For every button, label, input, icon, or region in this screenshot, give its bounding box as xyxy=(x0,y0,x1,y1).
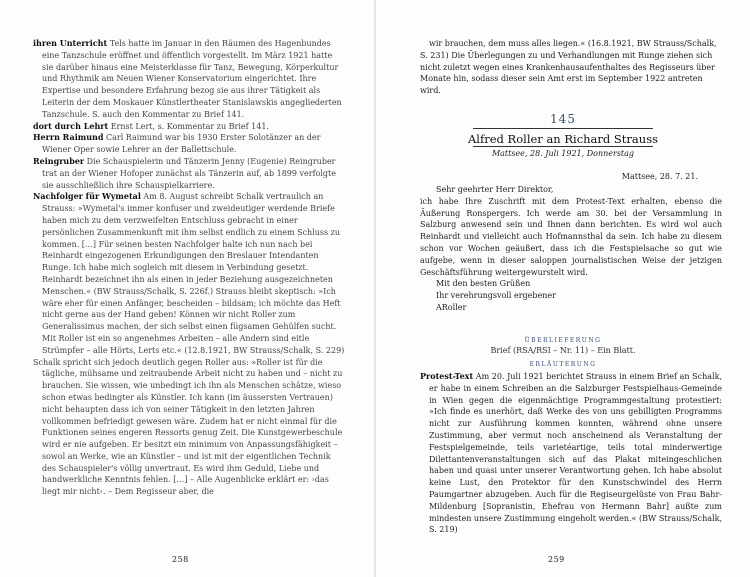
commentary-entry xyxy=(33,191,345,356)
lemma: Protest-Text xyxy=(420,371,474,381)
source-description: Brief (RSA/RSI – Nr. 11) – Ein Blatt. xyxy=(490,346,636,355)
commentary-entry xyxy=(33,121,345,133)
letter-date: Mattsee, 28. 7. 21. xyxy=(621,172,698,181)
entry-text: Ernst Lert, s. Kommentar zu Brief 141. xyxy=(110,121,269,131)
left-page xyxy=(0,0,374,577)
right-page xyxy=(376,0,750,577)
letter-subtitle: Mattsee, 28. Juli 1921, Donnerstag xyxy=(491,149,635,158)
entry-text: Tels hatte im Januar in den Räumen des Hagenbundes eine Tanzschule eröffnet und öffentlich vorgestellt. Im März 1921 hatte sie darüber hinaus eine Meisterklasse für Tanz, Bewegung, Körperkultur und Rhythmik am Neuen Wiener Konservatorium eingerichtet. Ihre Expertise und besondere Erfahrung bezog sie aus ihrer Tätigkeit als Leiterin der dem Moskauer Künstlertheater Stanislawskis angegliederten Tanzschule. S. auch den Kommentar zu Brief 141. xyxy=(42,39,342,119)
commentary-entry xyxy=(33,357,345,499)
closing-formula: Ihr verehrungsvoll ergebener xyxy=(436,291,556,301)
entry-text: Am 8. August schreibt Schalk vertraulich an Strauss: »Wymetal's immer konfuser und zweideutiger werdende Briefe haben mich zu dem verzweifelten Entschluss gebracht in einer persönlichen Zusammenkunft mit ihm selbst endlich zu einem Schluss zu kommen. […] Für seinen besten Nachfolger halte ich nun nach bei Reinhardt eingezogenen Erkundigungen den Breslauer Intendanten Runge. Ich habe mich sogleich mit diesem in Verbindung gesetzt. Reinhardt bezeichnet ihn als einen in jeder Beziehung ausgezeichneten Menschen.« (BW Strauss/Schalk, S. 226f.) Strauss bleibt skeptisch: »Ich wäre eher für einen Anfänger, bescheiden – bildsam; ich möchte das Heft nicht gerne aus der Hand geben! Können wir nicht Roller zum Generalissimus machen, der sich selbst einen fügsamen Gehülfen sucht. Mit Roller ist ein so angenehmes Arbeiten – alle Andern sind eitle Strümpfer – alle Hörts, Lerts etc.« (12.8.1921, BW Strauss/Schalk, S. 229) xyxy=(42,192,345,355)
entry-text: Schalk spricht sich jedoch deutlich gegen Roller aus: »Roller ist für die tägliche, mühsame und zeitraubende Arbeit nicht zu haben und – nicht zu brauchen. Sie wissen, wie unbedingt ich ihn als Menschen schätze, wieso schon etwas bedingter als Künstler. Ich kann (im äussersten Vertrauen) nicht behaupten dass ich von seiner Tätigkeit in den letzten Jahren vollkommen befriedigt gewesen wäre. Zudem hat er nicht einmal für die Funktionen seines engeren Ressorts genug Zeit. Die Kunstgewerbeschule wird er nie aufgeben. Er besitzt ein minimum von Anpassungsfähigkeit – sowol an Werke, wie an Künstler – und ist mit der eigentlichen Technik des Schauspieler's völlig unvertraut. Es wird ihm Geduld, Liebe und handwerkliche Kenntnis fehlen. […] – Alle Augenblicke erklärt er: ›das liegt mir nicht‹. – Dem Regisseur aber, die xyxy=(33,357,343,497)
entry-text: Die Schauspielerin und Tänzerin Jenny (Eugenie) Reingruber trat an der Wiener Hofoper zunächst als Tänzerin auf, ab 1899 verfolgte sie ausschließlich ihre Schauspielkarriere. xyxy=(42,156,336,190)
entry-text: Am 20. Juli 1921 berichtet Strauss in einem Brief an Schalk, er habe in einem Schreiben an die Salzburger Festspielhaus-Gemeinde in Wien gegen die eigenmächtige Programmgestaltung protestiert: »Ich finde es unerhört, daß Werke des von uns gebilligten Programms nicht zur Ausführung kommen konnten, während ohne unsere Zustimmung, aber vermut noch anscheinend als Veranstaltung der Festspielgemeinde, teils varietéartige, teils total minderwertige Dilettantenveranstaltungen sich auf das Plakat miteingeschlichen haben und quasi unter unserer Verantwortung gehen. Ich habe absolut keine Lust, den Protektor für den Kunstschwindel des Herrn Paumgartner abzugeben. Auch für die Regiseurgelüste von Frau Bahr-Mildenburg [Sopranistin, Ehefrau von Hermann Bahr] außte zum mindesten unsere Zustimmung eingeholt werden.« (BW Strauss/Schalk, S. 219) xyxy=(429,372,723,535)
commentary-entry xyxy=(420,371,722,536)
lemma: ihren Unterricht xyxy=(33,38,108,48)
page-number-left: 258 xyxy=(172,555,189,564)
salutation: Sehr geehrter Herr Direktor, xyxy=(436,185,554,194)
letter-title: Alfred Roller an Richard Strauss xyxy=(468,132,658,146)
commentary-entry xyxy=(33,132,345,156)
commentary-entry xyxy=(33,38,345,121)
entry-text: Carl Raimund war bis 1930 Erster Solotänzer an der Wiener Oper sowie Lehrer an der Ballettschule. xyxy=(42,133,321,155)
lemma: Reingruber xyxy=(33,155,85,166)
letter-number: 145 xyxy=(550,112,576,126)
lemma: Herrn Raimund xyxy=(33,132,104,143)
closing-greeting: Mit den besten Grüßen xyxy=(436,279,531,289)
title-rule-bottom xyxy=(473,146,653,147)
heading-erlaeuterung: ERLÄUTERUNG xyxy=(529,361,597,368)
commentary-block-left xyxy=(33,38,345,498)
letter-text xyxy=(420,184,722,314)
letter-body: ich habe Ihre Zuschrift mit dem Protest-Text erhalten, ebenso die Äußerung Ronspergers. Ich werde am 30. bei der Versammlung in Salzburg anwesend sein und Ihnen dann berichten. Es wird wol auch Reinhardt und vielleicht auch Hofmannsthal da sein. Ich habe zu diesem schon vor Wochen geäußert, dass ich die Festspielsache so gut wie aufgebe, wenn in dieser saloppen journalistischen Weise der jetzigen Geschäftsführung weitergewurstelt wird. xyxy=(420,196,722,277)
commentary-block-right xyxy=(420,371,722,536)
signature: ARoller xyxy=(436,302,467,312)
title-rule-top xyxy=(473,128,653,129)
commentary-continuation: wir brauchen, dem muss alles liegen.« (16.8.1921, BW Strauss/Schalk, S. 231) Die Überlegungen zu und Verhandlungen mit Runge ziehen sich nicht zuletzt wegen eines Krankenhausaufenthaltes des Regisseurs über Monate hin, sodass dieser sein Amt erst im September 1922 antreten wird. xyxy=(420,39,717,96)
commentary-entry xyxy=(33,156,345,191)
heading-ueberlieferung: ÜBERLIEFERUNG xyxy=(524,337,602,344)
lemma: Nachfolger für Wymetal xyxy=(33,191,141,202)
page-number-right: 259 xyxy=(548,555,565,564)
lemma: dort durch Lehrt xyxy=(33,120,109,131)
